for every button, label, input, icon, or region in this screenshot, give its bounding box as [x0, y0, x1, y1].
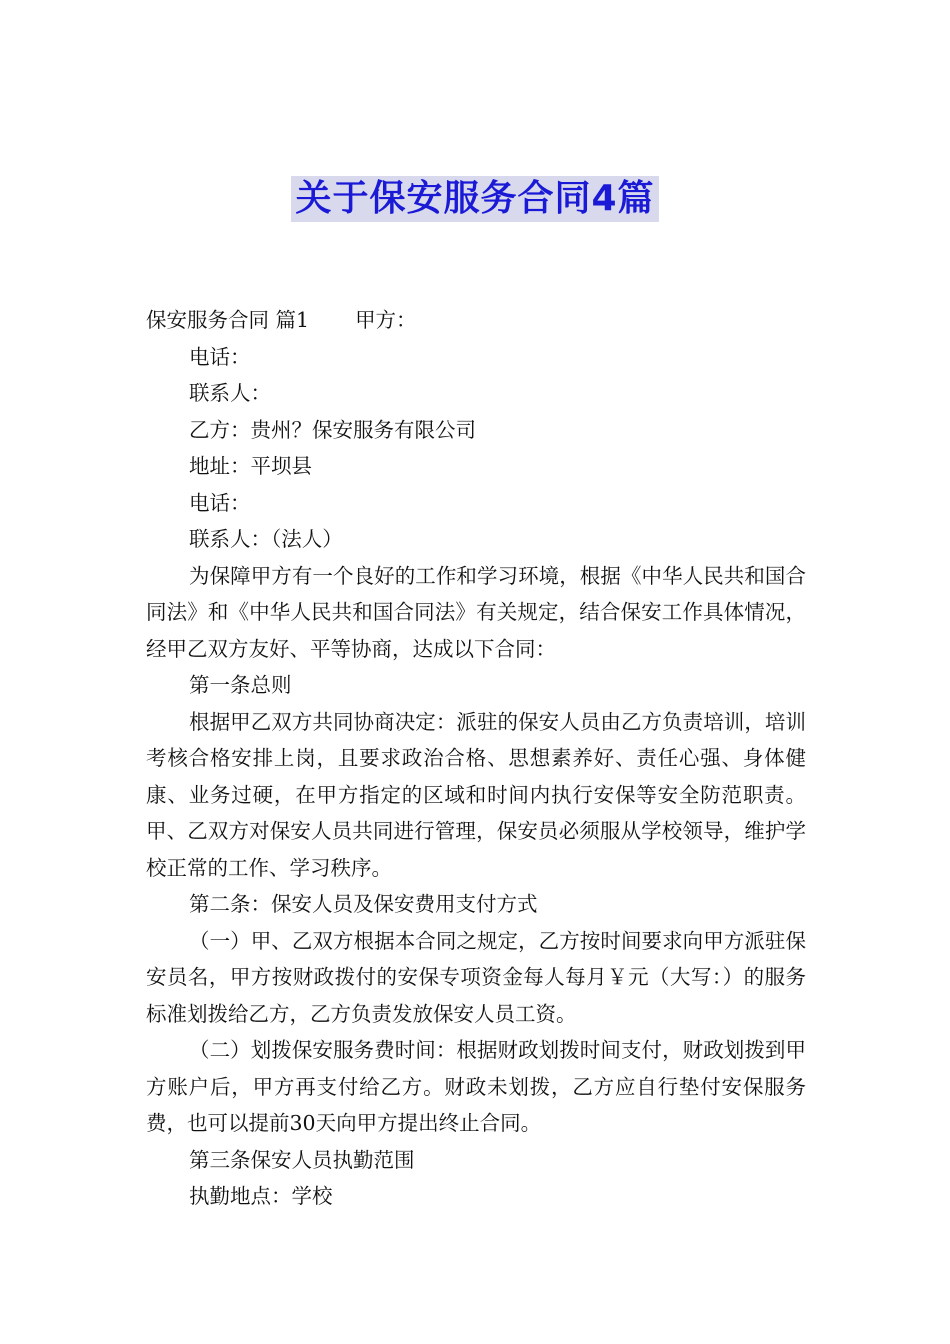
intro-paragraph: 为保障甲方有一个良好的工作和学习环境，根据《中华人民共和国合同法》和《中华人民共和国合同法》有关规定，结合保安工作具体情况，经甲乙双方友好、平等协商，达成以下合同：	[146, 563, 806, 661]
contact-line-b: 联系人：（法人）	[189, 527, 343, 551]
document-title: 关于保安服务合同4篇	[291, 176, 658, 222]
party-a-label: 甲方：	[355, 308, 417, 332]
article1-body: 根据甲乙双方共同协商决定：派驻的保安人员由乙方负责培训，培训考核合格安排上岗，且要求政治合格、思想素养好、责任心强、身体健康、业务过硬，在甲方指定的区域和时间内执行安保等安全防范职责。甲、乙双方对保安人员共同进行管理，保安员必须服从学校领导，维护学校正常的工作、学习秩序。	[146, 709, 806, 880]
article3-title: 第三条保安人员执勤范围	[189, 1147, 415, 1172]
address-line: 地址：平坝县	[189, 454, 312, 478]
article2-item1: （一）甲、乙双方根据本合同之规定，乙方按时间要求向甲方派驻保安员名，甲方按财政拨付的安保专项资金每人每月￥元（大写：）的服务标准划拨给乙方，乙方负责发放保安人员工资。	[146, 928, 806, 1026]
phone-line-a: 电话：	[189, 344, 251, 369]
heading-line	[146, 302, 806, 339]
article1-title: 第一条总则	[189, 673, 292, 697]
document-body	[146, 302, 806, 1215]
section-heading: 保安服务合同 篇1	[146, 308, 310, 332]
article2-item2: （二）划拨保安服务费时间：根据财政划拨时间支付，财政划拨到甲方账户后，甲方再支付给乙方。财政未划拨，乙方应自行垫付安保服务费，也可以提前30天向甲方提出终止合同。	[146, 1038, 806, 1135]
party-b-line: 乙方：贵州？保安服务有限公司	[189, 417, 476, 442]
contact-line-a: 联系人：	[189, 381, 271, 405]
article2-title: 第二条：保安人员及保安费用支付方式	[189, 892, 538, 916]
phone-line-b: 电话：	[189, 490, 251, 515]
article3-line1: 执勤地点：学校	[189, 1184, 333, 1208]
title-container	[0, 176, 950, 222]
